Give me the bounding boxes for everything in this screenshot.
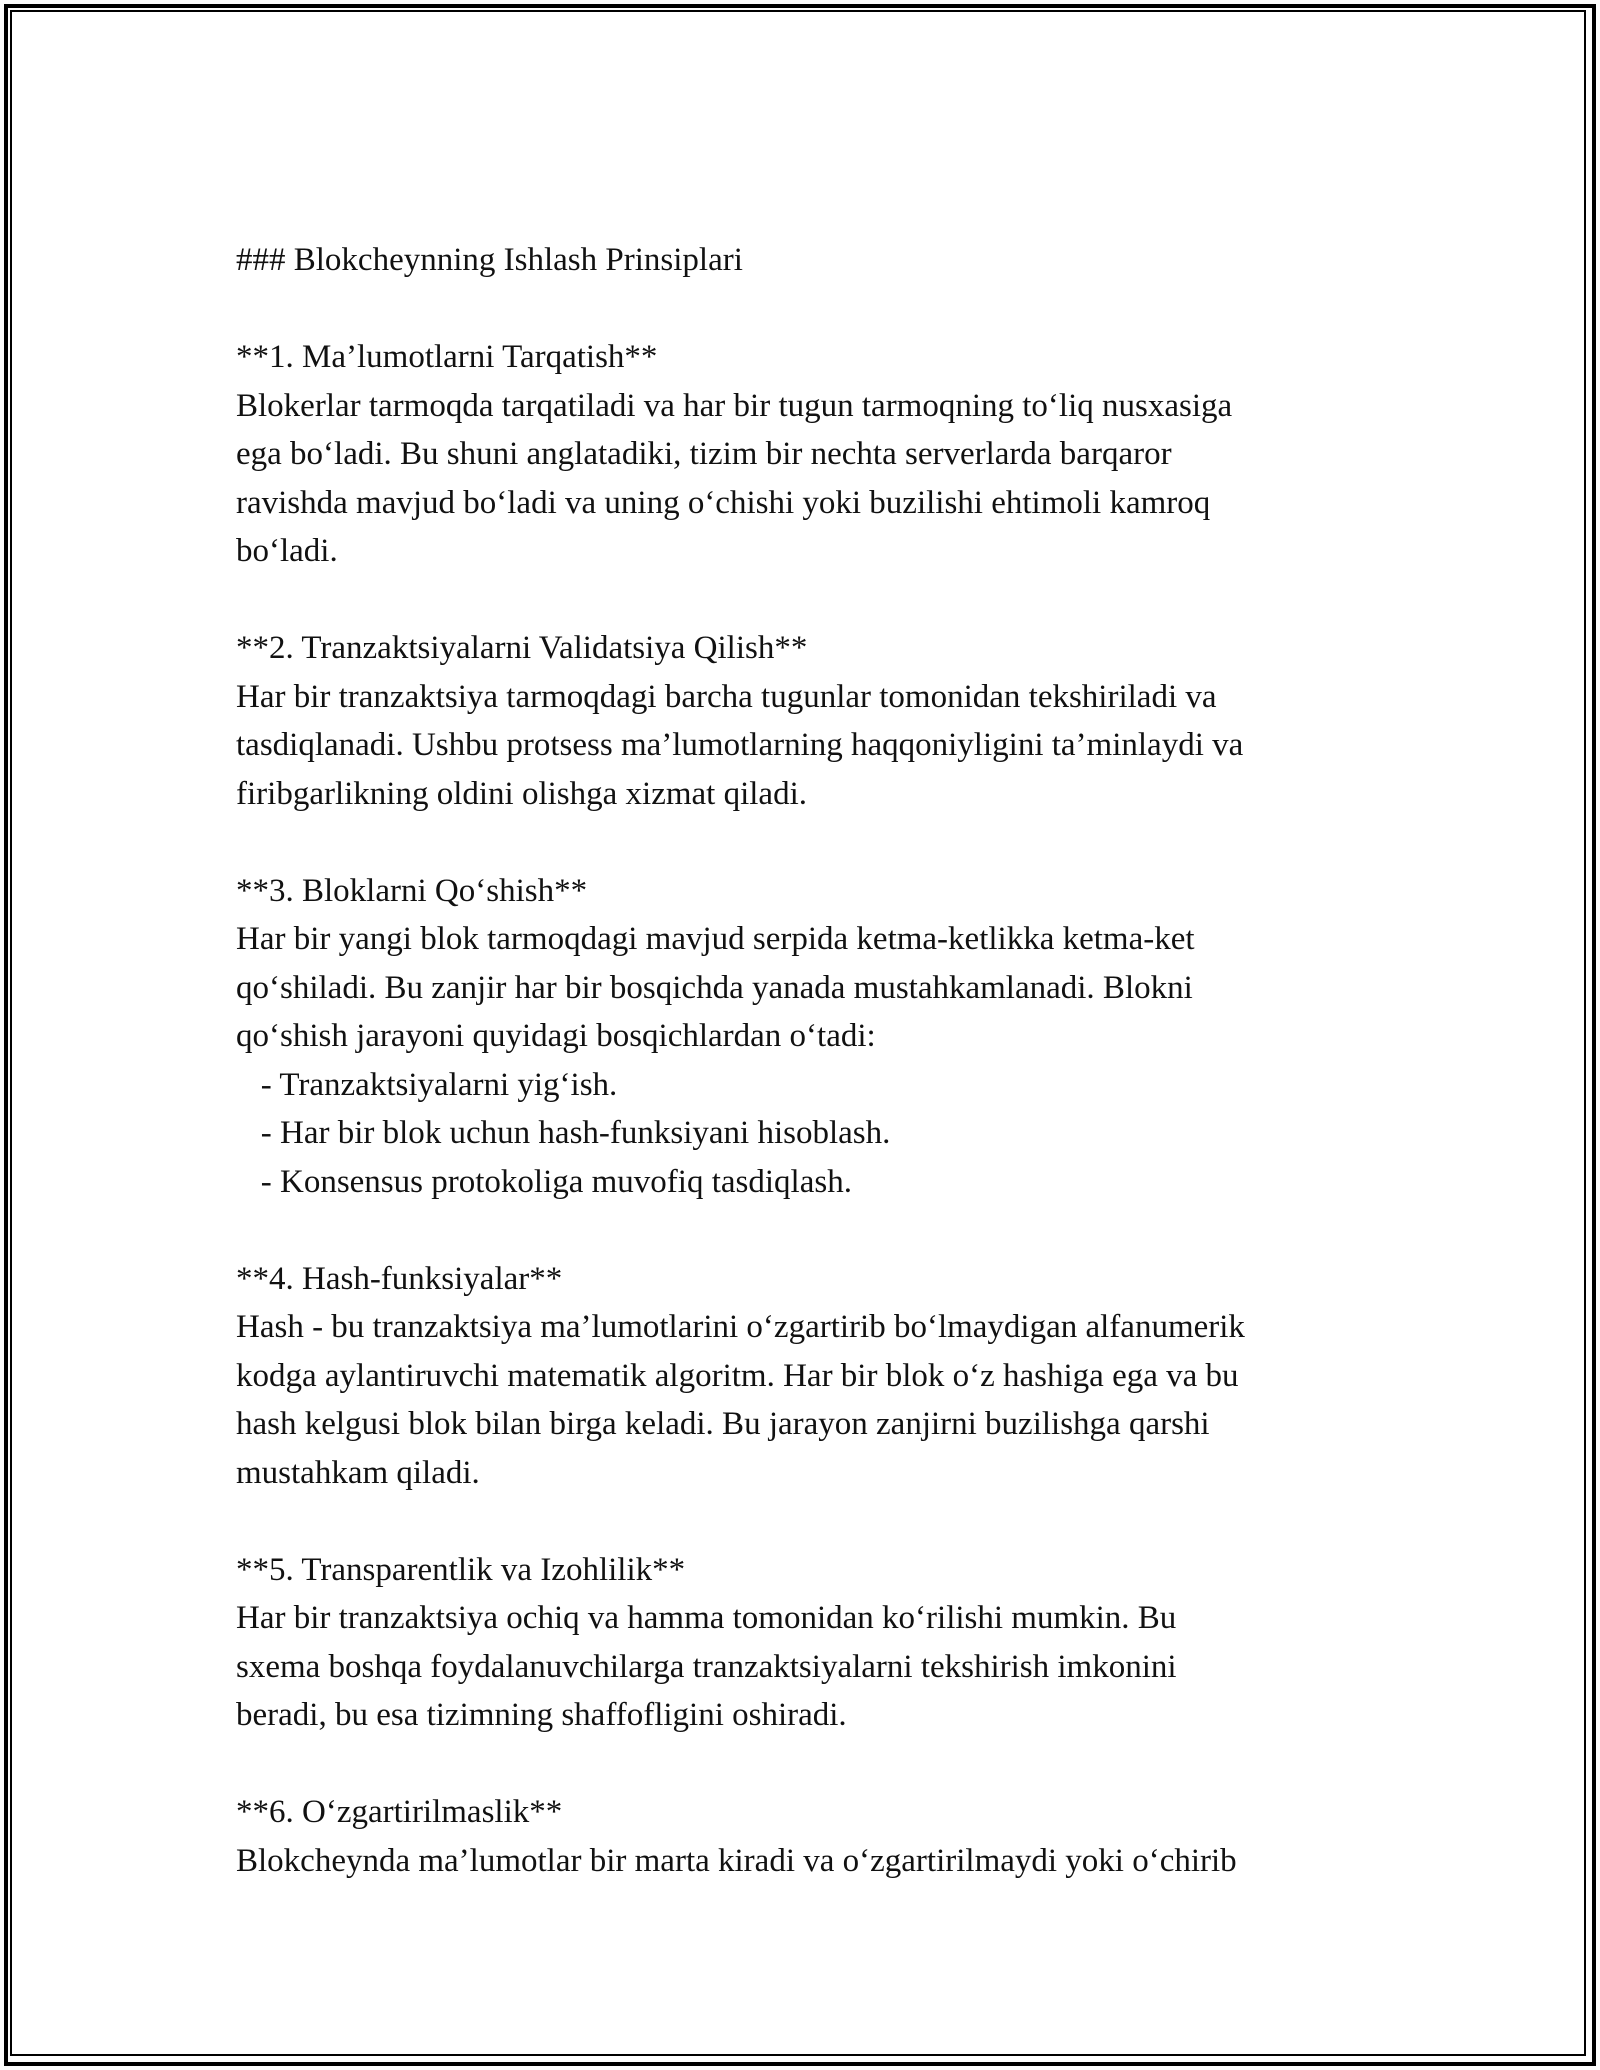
section-title: **5. Transparentlik va Izohlilik** [236,1551,686,1588]
paragraph-line: qo‘shish jarayoni quyidagi bosqichlardan o‘tadi: [236,1018,876,1054]
paragraph-line: firibgarlikning oldini olishga xizmat qiladi. [236,775,807,812]
section-title: **1. Ma’lumotlarni Tarqatish** [236,339,658,375]
paragraph-line: Har bir tranzaktsiya ochiq va hamma tomonidan ko‘rilishi mumkin. Bu [236,1600,1177,1636]
spacer [236,1206,1376,1255]
paragraph-line: Har bir yangi blok tarmoqdagi mavjud serpida ketma-ketlikka ketma-ket [236,921,1195,957]
paragraph-line: Blokerlar tarmoqda tarqatiladi va har bir tugun tarmoqning to‘liq nusxasiga [236,387,1233,424]
paragraph-line: Blokcheynda ma’lumotlar bir marta kiradi va o‘zgartirilmaydi yoki o‘chirib [236,1842,1237,1879]
spacer [236,576,1376,625]
section-title: **6. O‘zgartirilmaslik** [236,1794,563,1830]
paragraph-line: tasdiqlanadi. Ushbu protsess ma’lumotlarning haqqoniyligini ta’minlaydi va [236,727,1244,763]
spacer [236,285,1376,334]
list-item: - Har bir blok uchun hash-funksiyani hisoblash. [236,1115,891,1151]
paragraph-line: qo‘shiladi. Bu zanjir har bir bosqichda yanada mustahkamlanadi. Blokni [236,969,1193,1006]
section-title: **4. Hash-funksiyalar** [236,1260,563,1297]
section-title: **2. Tranzaktsiyalarni Validatsiya Qilish** [236,630,808,666]
paragraph-line: kodga aylantiruvchi matematik algoritm. Har bir blok o‘z hashiga ega va bu [236,1357,1239,1394]
paragraph-line: sxema boshqa foydalanuvchilarga tranzaktsiyalarni tekshirish imkonini [236,1648,1177,1685]
paragraph-line: hash kelgusi blok bilan birga keladi. Bu jarayon zanjirni buzilishga qarshi [236,1406,1210,1442]
spacer [236,1740,1376,1789]
paragraph-line: beradi, bu esa tizimning shaffofligini oshiradi. [236,1697,847,1733]
document-body [236,236,1376,1885]
paragraph-line: Har bir tranzaktsiya tarmoqdagi barcha tugunlar tomonidan tekshiriladi va [236,678,1217,715]
section-title: **3. Bloklarni Qo‘shish** [236,872,588,909]
paragraph-line: bo‘ladi. [236,533,338,569]
spacer [236,818,1376,867]
list-item: - Konsensus protokoliga muvofiq tasdiqlash. [236,1163,852,1200]
document-heading: ### Blokcheynning Ishlash Prinsiplari [236,242,743,278]
paragraph-line: Hash - bu tranzaktsiya ma’lumotlarini o‘zgartirib bo‘lmaydigan alfanumerik [236,1309,1245,1345]
spacer [236,1497,1376,1546]
paragraph-line: ravishda mavjud bo‘ladi va uning o‘chishi yoki buzilishi ehtimoli kamroq [236,484,1211,521]
list-item: - Tranzaktsiyalarni yig‘ish. [236,1066,618,1103]
paragraph-line: mustahkam qiladi. [236,1454,480,1491]
paragraph-line: ega bo‘ladi. Bu shuni anglatadiki, tizim bir nechta serverlarda barqaror [236,436,1172,472]
